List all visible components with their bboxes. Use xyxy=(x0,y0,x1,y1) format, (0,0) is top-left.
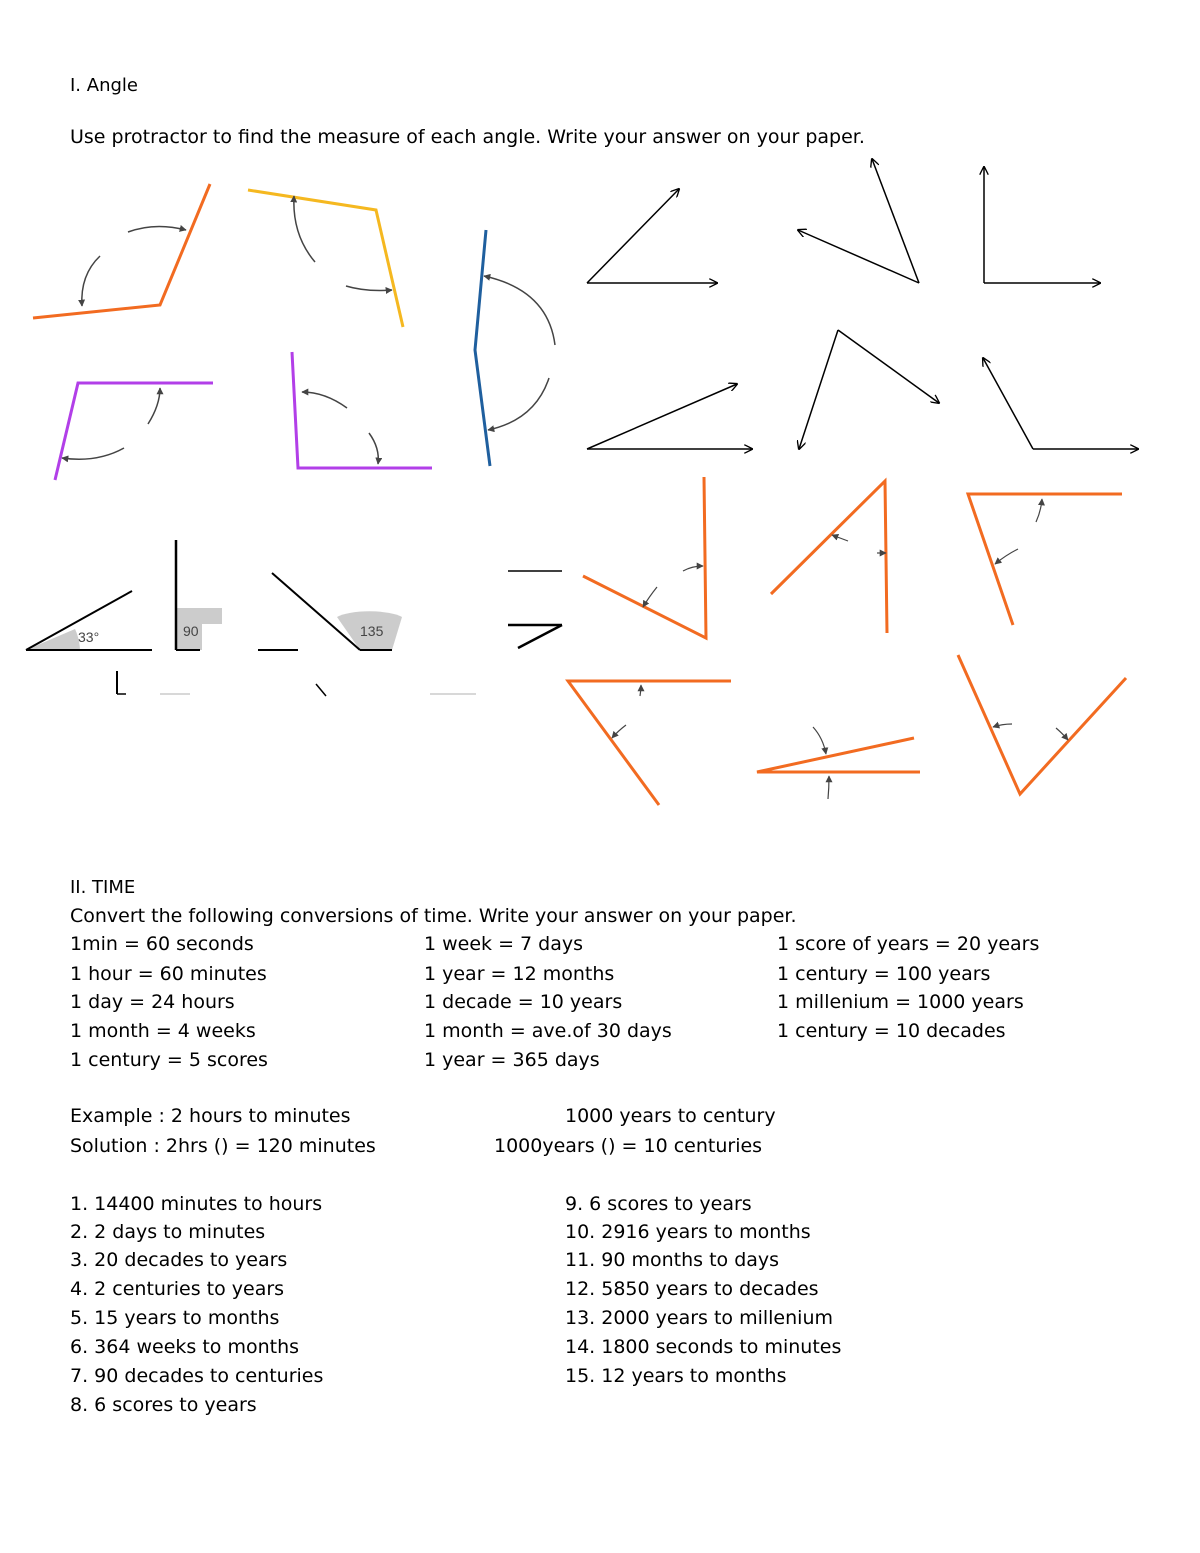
angle-label-1: 33° xyxy=(78,629,100,645)
time-instruction: Convert the following conversions of time. Write your answer on your paper. xyxy=(70,905,797,927)
angle-figure-5 xyxy=(475,230,555,466)
orange-angle-1 xyxy=(583,477,706,638)
solution-left: Solution : 2hrs () = 120 minutes xyxy=(70,1135,376,1157)
problem-item: 6. 364 weeks to months xyxy=(70,1336,300,1358)
fact: 1 century = 10 decades xyxy=(777,1020,1006,1042)
fact: 1 day = 24 hours xyxy=(70,991,235,1013)
problem-item: 2. 2 days to minutes xyxy=(70,1221,266,1243)
angle-figure-4 xyxy=(292,352,432,468)
fact: 1 year = 12 months xyxy=(424,963,615,985)
angle-heading: I. Angle xyxy=(70,75,138,96)
fact: 1 century = 5 scores xyxy=(70,1049,268,1071)
angle-instruction: Use protractor to find the measure of each angle. Write your answer on your paper. xyxy=(70,126,865,148)
fact: 1 month = ave.of 30 days xyxy=(424,1020,672,1042)
shaded-angle-3 xyxy=(258,573,402,650)
problem-item: 10. 2916 years to months xyxy=(565,1221,811,1243)
orange-angle-4 xyxy=(568,681,731,805)
problem-item: 7. 90 decades to centuries xyxy=(70,1365,324,1387)
shaded-angle-4 xyxy=(508,571,562,648)
ray-angle-4 xyxy=(587,384,752,449)
problem-item: 5. 15 years to months xyxy=(70,1307,280,1329)
orange-angle-3 xyxy=(968,494,1122,625)
angle-figures xyxy=(0,140,1200,820)
shaded-angle-1 xyxy=(26,591,152,650)
fact: 1 week = 7 days xyxy=(424,933,584,955)
solution-right: 1000years () = 10 centuries xyxy=(494,1135,763,1157)
problem-item: 15. 12 years to months xyxy=(565,1365,787,1387)
ray-angle-2 xyxy=(798,159,919,283)
angle-label-2: 90 xyxy=(183,623,199,639)
shaded-angle-2 xyxy=(176,540,222,650)
problem-item: 13. 2000 years to millenium xyxy=(565,1307,833,1329)
problem-item: 14. 1800 seconds to minutes xyxy=(565,1336,842,1358)
example-left: Example : 2 hours to minutes xyxy=(70,1105,351,1127)
orange-angle-6 xyxy=(958,655,1126,794)
problem-item: 4. 2 centuries to years xyxy=(70,1278,285,1300)
fact: 1 year = 365 days xyxy=(424,1049,600,1071)
example-right: 1000 years to century xyxy=(565,1105,776,1127)
angle-label-3: 135 xyxy=(360,623,384,639)
angle-figure-1 xyxy=(33,184,210,318)
fact: 1 score of years = 20 years xyxy=(777,933,1040,955)
angle-figure-2 xyxy=(248,190,403,327)
fact: 1 century = 100 years xyxy=(777,963,991,985)
problem-item: 8. 6 scores to years xyxy=(70,1394,257,1416)
ray-angle-3 xyxy=(984,167,1100,283)
fact: 1 hour = 60 minutes xyxy=(70,963,267,985)
problem-item: 12. 5850 years to decades xyxy=(565,1278,819,1300)
angle-figure-3 xyxy=(55,383,213,480)
fact: 1 millenium = 1000 years xyxy=(777,991,1024,1013)
fact: 1min = 60 seconds xyxy=(70,933,254,955)
problem-item: 1. 14400 minutes to hours xyxy=(70,1193,323,1215)
problem-item: 3. 20 decades to years xyxy=(70,1249,288,1271)
orange-angle-2 xyxy=(771,481,887,633)
ray-angle-6 xyxy=(983,358,1138,449)
problem-item: 9. 6 scores to years xyxy=(565,1193,752,1215)
fact: 1 decade = 10 years xyxy=(424,991,623,1013)
ray-angle-1 xyxy=(587,189,717,283)
time-heading: II. TIME xyxy=(70,877,136,898)
clipped-angle-fragments xyxy=(117,671,476,696)
orange-angle-5 xyxy=(757,727,920,799)
ray-angle-5 xyxy=(799,330,939,449)
problem-item: 11. 90 months to days xyxy=(565,1249,780,1271)
fact: 1 month = 4 weeks xyxy=(70,1020,256,1042)
